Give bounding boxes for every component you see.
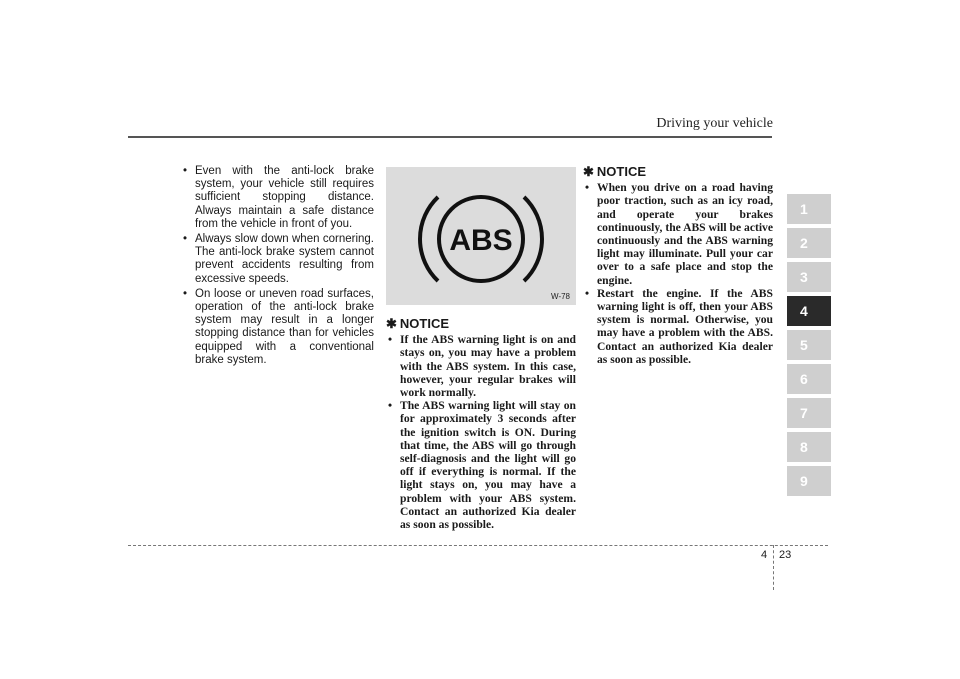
list-item: • If the ABS warning light is on and stays on, you may have a problem with the ABS system. In this case, however, your regular brakes will work normally.: [386, 333, 576, 399]
chapter-tabs: [787, 194, 831, 500]
figure-label: W-78: [551, 292, 570, 301]
footer-page-divider: [773, 545, 774, 590]
chapter-tab-1[interactable]: 1: [787, 194, 831, 224]
list-item: • The ABS warning light will stay on for approximately 3 seconds after the ignition switch is ON. During that time, the ABS will go through self-diagnosis and the light will go off if everything is normal. If the light stays on, you may have a problem with your ABS system. Contact an authorized Kia dealer as soon as possible.: [386, 399, 576, 531]
notice-1-list: [386, 333, 576, 531]
list-item: • On loose or uneven road surfaces, operation of the anti-lock brake system may result in a longer stopping distance than for vehicles equipped with a conventional brake system.: [181, 288, 374, 367]
notice-1: [386, 317, 576, 531]
abs-warning-figure: [386, 167, 576, 305]
chapter-tab-8[interactable]: 8: [787, 432, 831, 462]
header-title: Driving your vehicle: [656, 116, 773, 131]
chapter-tab-9[interactable]: 9: [787, 466, 831, 496]
notice-heading-text: NOTICE: [596, 164, 647, 179]
notice-heading-text: NOTICE: [399, 316, 450, 331]
chapter-tab-2[interactable]: 2: [787, 228, 831, 258]
footer-divider: [128, 545, 828, 546]
list-item: • Even with the anti-lock brake system, your vehicle still requires sufficient stopping distance. Always maintain a safe distance from the vehicle in front of you.: [181, 165, 374, 231]
notice-heading: [386, 317, 576, 330]
list-item: • When you drive on a road having poor traction, such as an icy road, and operate your brakes continuously, the ABS will be active continuously and the ABS warning light may illuminate. Pull your car over to a safe place and stop the engine.: [583, 181, 773, 287]
abs-warning-icon: [386, 167, 576, 305]
chapter-tab-5[interactable]: 5: [787, 330, 831, 360]
footer-page-number: 23: [779, 549, 792, 561]
notice-star-icon: ✱: [583, 164, 594, 179]
notice-2-list: [583, 181, 773, 366]
column-1: [181, 165, 374, 369]
chapter-tab-7[interactable]: 7: [787, 398, 831, 428]
footer-chapter-number: 4: [761, 549, 768, 561]
abs-icon-text: ABS: [449, 224, 513, 257]
chapter-tab-4[interactable]: 4: [787, 296, 831, 326]
caution-list: [181, 165, 374, 367]
list-item: • Always slow down when cornering. The anti-lock brake system cannot prevent accidents resulting from excessive speeds.: [181, 233, 374, 286]
chapter-tab-3[interactable]: 3: [787, 262, 831, 292]
list-item: • Restart the engine. If the ABS warning light is off, then your ABS system is normal. Otherwise, you may have a problem with the ABS. Contact an authorized Kia dealer as soon as possible.: [583, 287, 773, 366]
header-rule: [128, 136, 772, 138]
chapter-tab-6[interactable]: 6: [787, 364, 831, 394]
notice-star-icon: ✱: [386, 316, 397, 331]
notice-2: [583, 165, 773, 366]
notice-heading: [583, 165, 773, 178]
